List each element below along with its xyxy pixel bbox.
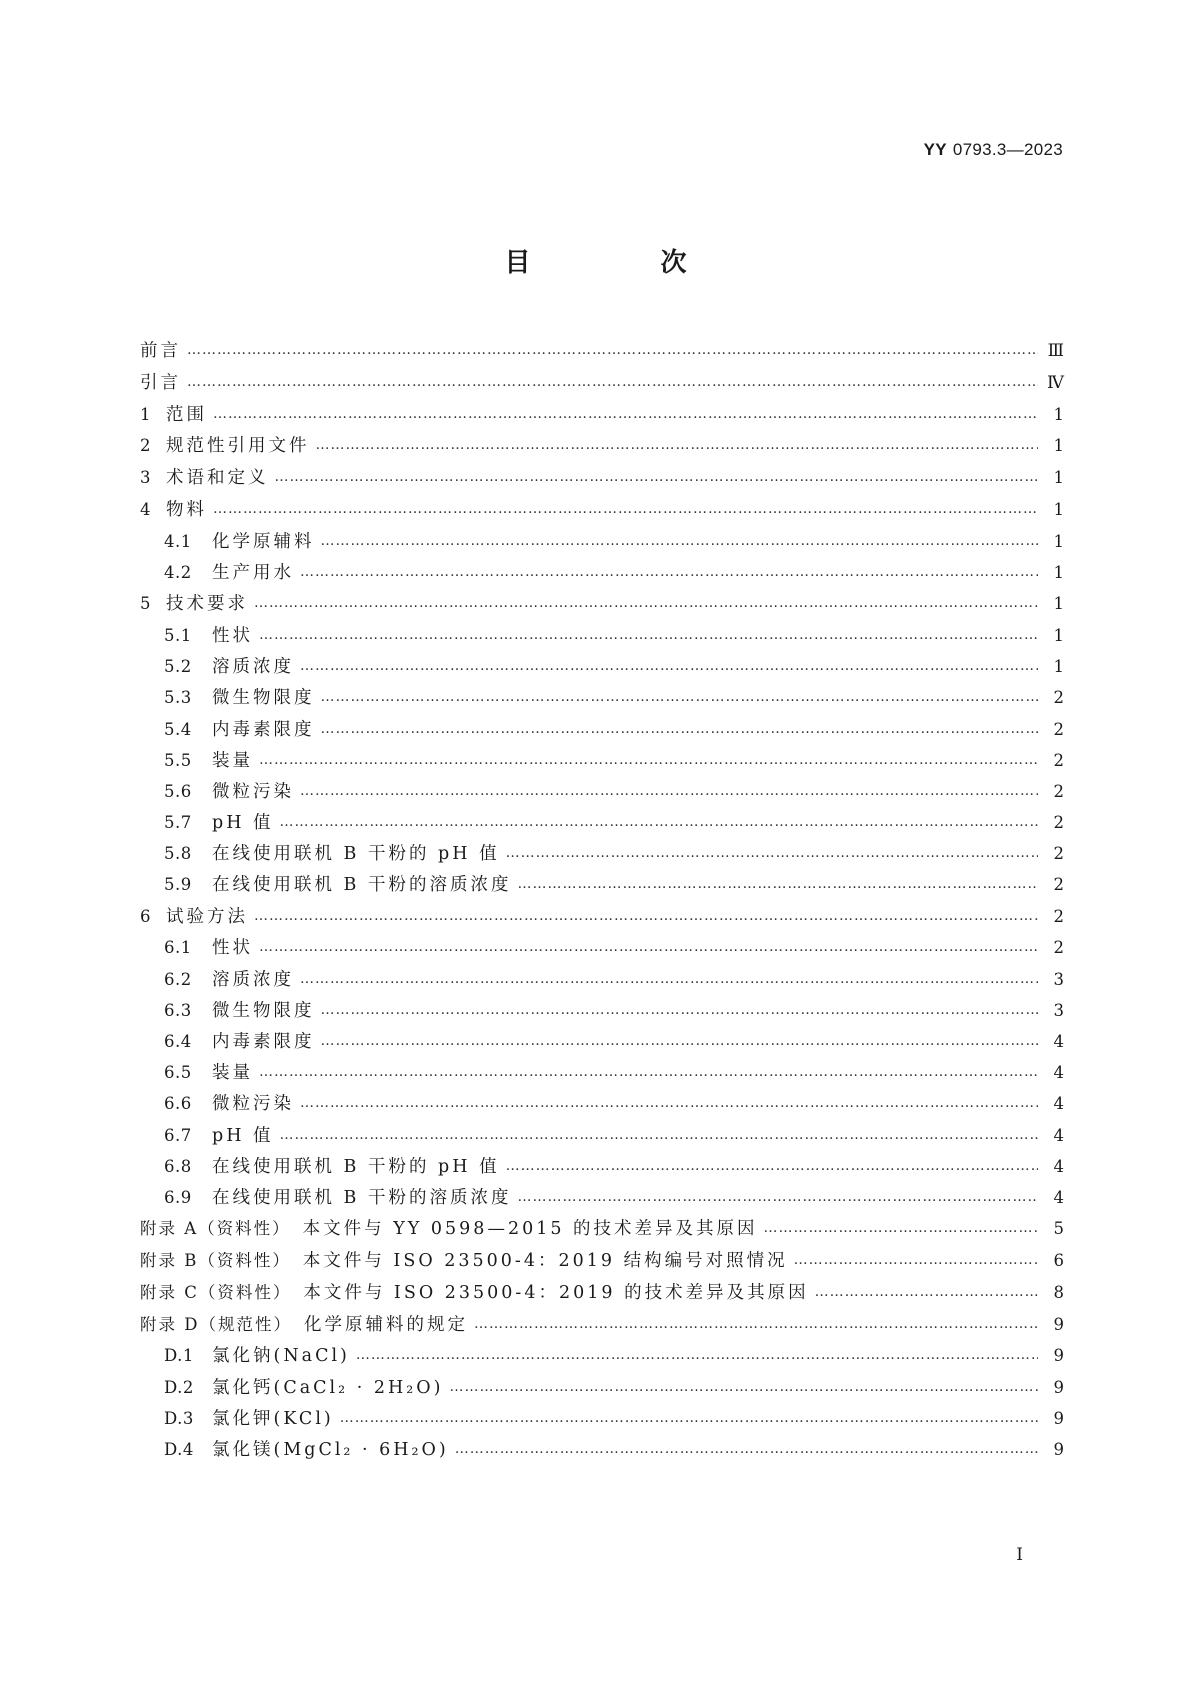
page-number: 8 — [1053, 1282, 1064, 1302]
toc-subsection-entry[interactable] — [140, 997, 1064, 1028]
page-number: 9 — [1053, 1439, 1064, 1459]
toc-section-entry[interactable] — [140, 369, 1064, 401]
section-number: 6.2 — [164, 969, 192, 989]
section-title: 本文件与 YY 0598—2015 的技术差异及其原因 — [302, 1219, 758, 1240]
section-title: 微粒污染 — [212, 1094, 294, 1115]
section-number: 5.8 — [164, 844, 192, 864]
page-number: 4 — [1053, 1156, 1064, 1176]
leader-dots — [259, 1064, 1038, 1080]
toc-subsection-entry[interactable] — [140, 1374, 1064, 1405]
leader-dots — [300, 658, 1038, 674]
footer-page-number: Ⅰ — [1016, 1545, 1023, 1565]
page-number: 2 — [1053, 844, 1064, 864]
toc-subsection-entry[interactable] — [140, 1342, 1064, 1373]
page-number: 1 — [1053, 562, 1064, 582]
section-title: 技术要求 — [166, 594, 248, 615]
leader-dots — [340, 1410, 1038, 1426]
section-title: 装量 — [212, 1063, 253, 1084]
section-number: 6.3 — [164, 1000, 192, 1020]
leader-dots — [518, 1189, 1039, 1205]
toc-annex-entry[interactable] — [140, 1215, 1064, 1247]
toc-subsection-entry[interactable] — [140, 1059, 1064, 1090]
section-number: 5.4 — [164, 719, 192, 739]
toc-section-entry[interactable] — [140, 496, 1064, 528]
toc-section-entry[interactable] — [140, 337, 1064, 369]
section-title: 内毒素限度 — [212, 1032, 315, 1052]
page-number: 2 — [1053, 719, 1064, 739]
page-number: 9 — [1053, 1346, 1064, 1366]
section-number: 6.8 — [164, 1156, 192, 1176]
toc-subsection-entry[interactable] — [140, 1122, 1064, 1153]
leader-dots — [300, 783, 1038, 799]
table-of-contents — [140, 337, 1064, 1467]
toc-subsection-entry[interactable] — [140, 871, 1064, 902]
page-number: 4 — [1053, 1094, 1064, 1114]
section-number: 5.2 — [164, 657, 192, 677]
section-number: 2 — [140, 436, 151, 456]
leader-dots — [316, 437, 1039, 453]
section-title: 范围 — [166, 404, 207, 425]
toc-subsection-entry[interactable] — [140, 1090, 1064, 1121]
page-number: 1 — [1053, 436, 1064, 456]
section-title: 本文件与 ISO 23500-4：2019 的技术差异及其原因 — [303, 1282, 809, 1303]
section-title: 化学原辅料 — [212, 531, 315, 552]
section-number: 5.5 — [164, 750, 192, 770]
section-title: 微粒污染 — [212, 781, 294, 802]
section-title: pH 值 — [212, 1125, 274, 1146]
section-title: 化学原辅料的规定 — [303, 1314, 468, 1335]
section-title: 引言 — [140, 372, 181, 393]
toc-subsection-entry[interactable] — [140, 778, 1064, 809]
leader-dots — [506, 845, 1038, 861]
page-number: 1 — [1053, 499, 1064, 519]
section-number: 5.6 — [164, 781, 192, 801]
standard-number: 0793.3—2023 — [952, 140, 1063, 159]
annex-label: 附录 A（资料性） — [140, 1219, 291, 1239]
leader-dots — [275, 469, 1039, 485]
section-number: 6.9 — [164, 1187, 192, 1207]
leader-dots — [815, 1284, 1038, 1300]
section-title: 氯化钠(NaCl) — [212, 1346, 350, 1367]
annex-label: 附录 D（规范性） — [140, 1314, 292, 1334]
toc-subsection-entry[interactable] — [140, 1405, 1064, 1436]
section-number: 4 — [140, 499, 151, 519]
section-title: 物料 — [166, 499, 207, 520]
page-number: 9 — [1053, 1377, 1064, 1397]
section-title: 装量 — [212, 750, 253, 771]
section-title: 微生物限度 — [212, 1000, 315, 1021]
section-title: 微生物限度 — [212, 688, 315, 709]
leader-dots — [259, 627, 1038, 643]
leader-dots — [321, 721, 1039, 737]
section-title: 在线使用联机 B 干粉的溶质浓度 — [212, 875, 512, 896]
section-number: 1 — [140, 404, 151, 424]
page-number: 2 — [1053, 688, 1064, 708]
toc-subsection-entry[interactable] — [140, 684, 1064, 715]
section-number: 5 — [140, 594, 151, 614]
section-title: 试验方法 — [166, 906, 248, 927]
section-number: 4.1 — [164, 531, 192, 551]
toc-subsection-entry[interactable] — [140, 1153, 1064, 1184]
toc-subsection-entry[interactable] — [140, 622, 1064, 653]
page-number: 1 — [1053, 594, 1064, 614]
page-number: 3 — [1053, 969, 1064, 989]
toc-subsection-entry[interactable] — [140, 716, 1064, 747]
leader-dots — [280, 1127, 1038, 1143]
annex-label: 附录 B（资料性） — [140, 1250, 291, 1270]
toc-subsection-entry[interactable] — [140, 809, 1064, 840]
section-title: 溶质浓度 — [212, 657, 294, 678]
page-number: 6 — [1053, 1250, 1064, 1270]
page-number: 4 — [1053, 1032, 1064, 1051]
page-number: 2 — [1053, 781, 1064, 801]
section-number: 6.7 — [164, 1125, 192, 1145]
page-number: 2 — [1053, 813, 1064, 833]
page-number: 2 — [1053, 938, 1064, 958]
page-number: Ⅳ — [1047, 372, 1064, 393]
section-title: 规范性引用文件 — [166, 436, 310, 457]
toc-subsection-entry[interactable] — [140, 653, 1064, 684]
section-title: 溶质浓度 — [212, 969, 294, 990]
leader-dots — [187, 342, 1038, 358]
toc-annex-entry[interactable] — [140, 1279, 1064, 1311]
section-number: 3 — [140, 468, 151, 488]
section-number: 6.1 — [164, 938, 192, 958]
page-number: 1 — [1053, 468, 1064, 488]
toc-section-entry[interactable] — [140, 464, 1064, 496]
section-title: 本文件与 ISO 23500-4：2019 结构编号对照情况 — [302, 1250, 788, 1271]
section-title: 性状 — [212, 938, 253, 959]
toc-subsection-entry[interactable] — [140, 559, 1064, 590]
section-title: 氯化钾(KCl) — [212, 1408, 334, 1429]
toc-subsection-entry[interactable] — [140, 528, 1064, 559]
toc-subsection-entry[interactable] — [140, 934, 1064, 965]
leader-dots — [280, 814, 1038, 830]
section-title: 在线使用联机 B 干粉的 pH 值 — [212, 1156, 500, 1177]
section-title: 在线使用联机 B 干粉的 pH 值 — [212, 844, 500, 865]
leader-dots — [254, 908, 1038, 924]
section-number: 4.2 — [164, 562, 192, 582]
leader-dots — [321, 1002, 1039, 1018]
page-number: 4 — [1053, 1063, 1064, 1083]
toc-annex-entry[interactable] — [140, 1311, 1064, 1343]
leader-dots — [213, 406, 1038, 422]
leader-dots — [213, 501, 1038, 517]
leader-dots — [764, 1220, 1038, 1236]
leader-dots — [449, 1379, 1038, 1395]
leader-dots — [455, 1441, 1038, 1457]
section-number: 5.3 — [164, 688, 192, 708]
leader-dots — [321, 689, 1039, 705]
section-number: 6.4 — [164, 1032, 192, 1051]
annex-label: 附录 C（资料性） — [140, 1282, 292, 1302]
toc-subsection-entry[interactable] — [140, 747, 1064, 778]
toc-annex-entry[interactable] — [140, 1247, 1064, 1279]
page-number: 1 — [1053, 657, 1064, 677]
section-number: 6 — [140, 906, 151, 926]
section-number: 6.6 — [164, 1094, 192, 1114]
section-title: 术语和定义 — [166, 468, 269, 489]
leader-dots — [259, 752, 1038, 768]
leader-dots — [254, 595, 1038, 611]
leader-dots — [321, 1033, 1039, 1049]
page-number: 1 — [1053, 404, 1064, 424]
toc-subsection-entry[interactable] — [140, 840, 1064, 871]
section-title: 性状 — [212, 625, 253, 646]
leader-dots — [356, 1347, 1038, 1363]
section-title: pH 值 — [212, 813, 274, 834]
section-number: 5.9 — [164, 875, 192, 895]
section-number: D.3 — [164, 1408, 194, 1428]
section-number: D.2 — [164, 1377, 194, 1397]
page-number: 4 — [1053, 1187, 1064, 1207]
section-title: 氯化镁(MgCl₂ · 6H₂O) — [212, 1439, 449, 1460]
section-number: D.4 — [164, 1439, 194, 1459]
page-number: 2 — [1053, 875, 1064, 895]
leader-dots — [794, 1252, 1038, 1268]
toc-section-entry[interactable] — [140, 401, 1064, 433]
toc-subsection-entry[interactable] — [140, 1028, 1064, 1059]
section-title: 前言 — [140, 341, 181, 361]
standard-code — [924, 140, 1063, 160]
page-number: 5 — [1053, 1219, 1064, 1239]
section-number: 5.1 — [164, 625, 192, 645]
section-title: 内毒素限度 — [212, 719, 315, 740]
toc-section-entry[interactable] — [140, 590, 1064, 622]
leader-dots — [300, 564, 1038, 580]
page-number: 9 — [1053, 1408, 1064, 1428]
leader-dots — [300, 1095, 1038, 1111]
toc-section-entry[interactable] — [140, 903, 1064, 935]
section-number: D.1 — [164, 1346, 194, 1366]
page-number: 9 — [1053, 1314, 1064, 1334]
toc-subsection-entry[interactable] — [140, 1436, 1064, 1467]
page-number: 2 — [1053, 906, 1064, 926]
page-number: 2 — [1053, 750, 1064, 770]
leader-dots — [187, 374, 1038, 390]
section-title: 在线使用联机 B 干粉的溶质浓度 — [212, 1187, 512, 1208]
section-title: 氯化钙(CaCl₂ · 2H₂O) — [212, 1377, 444, 1398]
page-title: 目 次 — [504, 248, 739, 278]
page-number: 1 — [1053, 625, 1064, 645]
leader-dots — [259, 939, 1038, 955]
leader-dots — [518, 876, 1039, 892]
leader-dots — [506, 1158, 1038, 1174]
section-number: 5.7 — [164, 813, 192, 833]
section-number: 6.5 — [164, 1063, 192, 1083]
leader-dots — [300, 971, 1038, 987]
page-number: 4 — [1053, 1125, 1064, 1145]
page-number: 3 — [1053, 1000, 1064, 1020]
page-number: Ⅲ — [1047, 341, 1064, 361]
standard-prefix: YY — [923, 140, 947, 159]
leader-dots — [474, 1316, 1038, 1332]
toc-subsection-entry[interactable] — [140, 1184, 1064, 1215]
leader-dots — [321, 533, 1039, 549]
section-title: 生产用水 — [212, 562, 294, 583]
toc-section-entry[interactable] — [140, 432, 1064, 464]
toc-subsection-entry[interactable] — [140, 966, 1064, 997]
page-number: 1 — [1053, 531, 1064, 551]
